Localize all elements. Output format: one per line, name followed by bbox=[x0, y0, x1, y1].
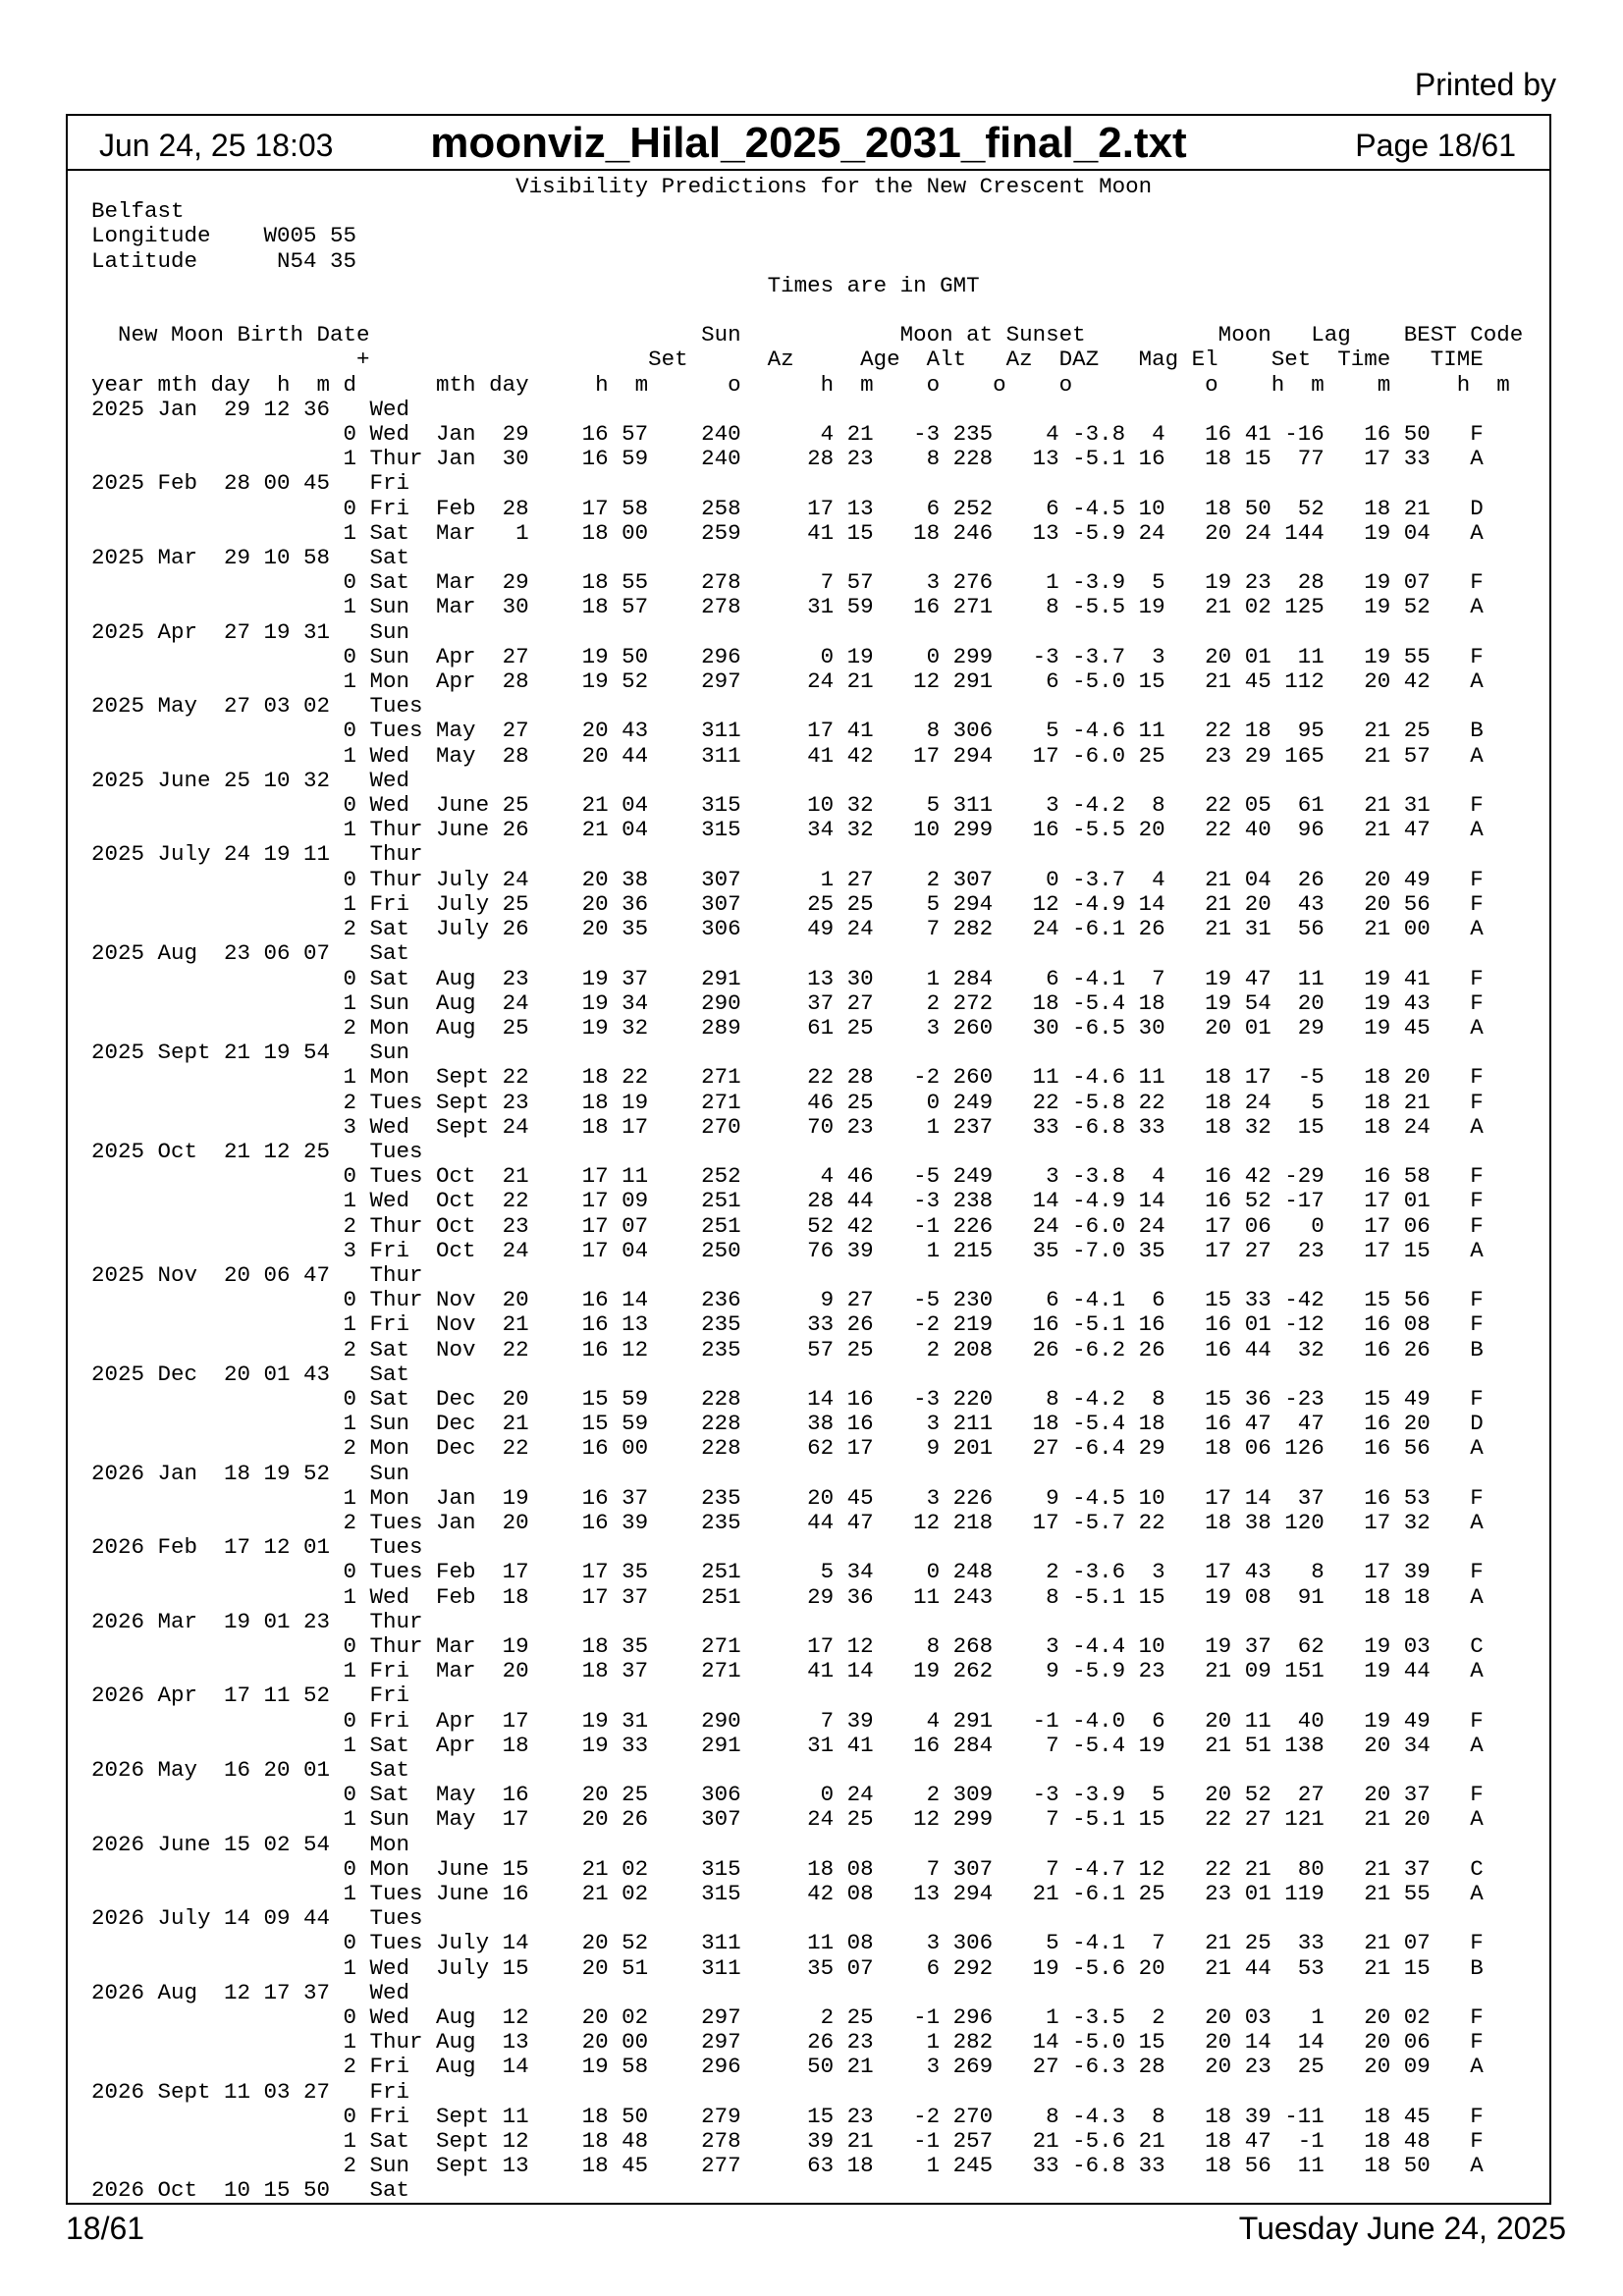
document-line: 1 Wed Oct 22 17 09 251 28 44 -3 238 14 -4.9 14 16 52 -17 17 01 F bbox=[91, 1188, 1484, 1214]
document-line: 2025 Aug 23 06 07 Sat bbox=[91, 940, 410, 967]
document-line: 2025 Apr 27 19 31 Sun bbox=[91, 618, 410, 645]
document-line: 2 Mon Dec 22 16 00 228 62 17 9 201 27 -6.4 29 18 06 126 16 56 A bbox=[91, 1435, 1484, 1462]
document-line: 2 Sun Sept 13 18 45 277 63 18 1 245 33 -6.8 33 18 56 11 18 50 A bbox=[91, 2153, 1484, 2179]
document-line: 2 Sat Nov 22 16 12 235 57 25 2 208 26 -6.2 26 16 44 32 16 26 B bbox=[91, 1336, 1484, 1362]
document-line: 2026 June 15 02 54 Mon bbox=[91, 1831, 410, 1857]
document-line: 1 Wed May 28 20 44 311 41 42 17 294 17 -6.0 25 23 29 165 21 57 A bbox=[91, 742, 1484, 769]
document-line: 2 Sat July 26 20 35 306 49 24 7 282 24 -6.1 26 21 31 56 21 00 A bbox=[91, 916, 1484, 942]
document-line: 2026 Sept 11 03 27 Fri bbox=[91, 2078, 410, 2105]
document-line: 2026 Apr 17 11 52 Fri bbox=[91, 1682, 410, 1709]
document-line: Times are in GMT bbox=[91, 272, 980, 298]
footer-date: Tuesday June 24, 2025 bbox=[1238, 2211, 1566, 2246]
document-line: 0 Tues July 14 20 52 311 11 08 3 306 5 -4.1 7 21 25 33 21 07 F bbox=[91, 1930, 1484, 1956]
document-line: 0 Fri Feb 28 17 58 258 17 13 6 252 6 -4.5 10 18 50 52 18 21 D bbox=[91, 495, 1484, 521]
document-line: 2025 July 24 19 11 Thur bbox=[91, 841, 423, 868]
document-line: 1 Thur June 26 21 04 315 34 32 10 299 16 -5.5 20 22 40 96 21 47 A bbox=[91, 817, 1484, 843]
document-line: New Moon Birth Date Sun Moon at Sunset Moon Lag BEST Code bbox=[91, 322, 1524, 348]
document-line: 2 Tues Jan 20 16 39 235 44 47 12 218 17 -5.7 22 18 38 120 17 32 A bbox=[91, 1509, 1484, 1535]
document-line: 2025 May 27 03 02 Tues bbox=[91, 693, 423, 720]
document-line: 1 Sun Dec 21 15 59 228 38 16 3 211 18 -5.4 18 16 47 47 16 20 D bbox=[91, 1411, 1484, 1437]
document-line: 1 Thur Jan 30 16 59 240 28 23 8 228 13 -5.1 16 18 15 77 17 33 A bbox=[91, 446, 1484, 472]
document-line: 3 Wed Sept 24 18 17 270 70 23 1 237 33 -6.8 33 18 32 15 18 24 A bbox=[91, 1113, 1484, 1140]
document-line: 1 Sun Aug 24 19 34 290 37 27 2 272 18 -5.4 18 19 54 20 19 43 F bbox=[91, 989, 1484, 1016]
document-body bbox=[91, 175, 1523, 2204]
document-line: 1 Sat Apr 18 19 33 291 31 41 16 284 7 -5.4 19 21 51 138 20 34 A bbox=[91, 1732, 1484, 1758]
document-line: 0 Tues Feb 17 17 35 251 5 34 0 248 2 -3.6 3 17 43 8 17 39 F bbox=[91, 1559, 1484, 1585]
document-line: 2025 Mar 29 10 58 Sat bbox=[91, 545, 410, 571]
document-line: 0 Sat Dec 20 15 59 228 14 16 -3 220 8 -4.2 8 15 36 -23 15 49 F bbox=[91, 1385, 1484, 1412]
document-line: 0 Fri Sept 11 18 50 279 15 23 -2 270 8 -4.3 8 18 39 -11 18 45 F bbox=[91, 2103, 1484, 2129]
document-line: 0 Tues May 27 20 43 311 17 41 8 306 5 -4.6 11 22 18 95 21 25 B bbox=[91, 718, 1484, 744]
document-line: Belfast bbox=[91, 198, 185, 225]
file-name: moonviz_Hilal_2025_2031_final_2.txt bbox=[430, 119, 1187, 167]
document-line: 2026 Aug 12 17 37 Wed bbox=[91, 1979, 410, 2005]
footer-page-count: 18/61 bbox=[66, 2211, 145, 2246]
document-line: 2026 Jan 18 19 52 Sun bbox=[91, 1460, 410, 1486]
document-line: 1 Mon Jan 19 16 37 235 20 45 3 226 9 -4.5 10 17 14 37 16 53 F bbox=[91, 1484, 1484, 1511]
document-line: 1 Sun May 17 20 26 307 24 25 12 299 7 -5.1 15 22 27 121 21 20 A bbox=[91, 1806, 1484, 1833]
document-line: 2025 Sept 21 19 54 Sun bbox=[91, 1040, 410, 1066]
document-line: 0 Sat Aug 23 19 37 291 13 30 1 284 6 -4.1 7 19 47 11 19 41 F bbox=[91, 965, 1484, 991]
document-line: 0 Wed Aug 12 20 02 297 2 25 -1 296 1 -3.5 2 20 03 1 20 02 F bbox=[91, 2004, 1484, 2031]
document-line: 0 Thur Mar 19 18 35 271 17 12 8 268 3 -4.4 10 19 37 62 19 03 C bbox=[91, 1632, 1484, 1659]
document-line: Latitude N54 35 bbox=[91, 247, 357, 274]
document-line: 0 Thur July 24 20 38 307 1 27 2 307 0 -3.7 4 21 04 26 20 49 F bbox=[91, 866, 1484, 892]
document-line: 2026 July 14 09 44 Tues bbox=[91, 1905, 423, 1932]
document-line: 0 Thur Nov 20 16 14 236 9 27 -5 230 6 -4.1 6 15 33 -42 15 56 F bbox=[91, 1287, 1484, 1313]
document-line: 0 Sat Mar 29 18 55 278 7 57 3 276 1 -3.9 5 19 23 28 19 07 F bbox=[91, 569, 1484, 596]
document-line: 0 Sat May 16 20 25 306 0 24 2 309 -3 -3.9 5 20 52 27 20 37 F bbox=[91, 1782, 1484, 1808]
document-line: 2 Mon Aug 25 19 32 289 61 25 3 260 30 -6.5 30 20 01 29 19 45 A bbox=[91, 1014, 1484, 1041]
document-line: 1 Mon Apr 28 19 52 297 24 21 12 291 6 -5.0 15 21 45 112 20 42 A bbox=[91, 668, 1484, 695]
document-line: 2025 Feb 28 00 45 Fri bbox=[91, 470, 410, 497]
document-line: 2 Fri Aug 14 19 58 296 50 21 3 269 27 -6.3 28 20 23 25 20 09 A bbox=[91, 2054, 1484, 2080]
page-number: Page 18/61 bbox=[1355, 128, 1516, 163]
document-line: 2025 Dec 20 01 43 Sat bbox=[91, 1361, 410, 1387]
document-line: 1 Thur Aug 13 20 00 297 26 23 1 282 14 -5.0 15 20 14 14 20 06 F bbox=[91, 2029, 1484, 2056]
document-line: 1 Fri July 25 20 36 307 25 25 5 294 12 -4.9 14 21 20 43 20 56 F bbox=[91, 890, 1484, 917]
document-line: 2025 Jan 29 12 36 Wed bbox=[91, 396, 410, 422]
document-line: 1 Mon Sept 22 18 22 271 22 28 -2 260 11 -4.6 11 18 17 -5 18 20 F bbox=[91, 1064, 1484, 1091]
document-line: 3 Fri Oct 24 17 04 250 76 39 1 215 35 -7.0 35 17 27 23 17 15 A bbox=[91, 1237, 1484, 1263]
document-line: 2025 Nov 20 06 47 Thur bbox=[91, 1261, 423, 1288]
document-line: 0 Sun Apr 27 19 50 296 0 19 0 299 -3 -3.7 3 20 01 11 19 55 F bbox=[91, 643, 1484, 669]
document-line: 1 Sun Mar 30 18 57 278 31 59 16 271 8 -5.5 19 21 02 125 19 52 A bbox=[91, 594, 1484, 620]
document-line: 2025 Oct 21 12 25 Tues bbox=[91, 1138, 423, 1164]
document-line: 1 Tues June 16 21 02 315 42 08 13 294 21 -6.1 25 23 01 119 21 55 A bbox=[91, 1881, 1484, 1907]
document-line: year mth day h m d mth day h m o h m o o o o h m m h m bbox=[91, 371, 1510, 398]
document-line: 0 Fri Apr 17 19 31 290 7 39 4 291 -1 -4.0 6 20 11 40 19 49 F bbox=[91, 1707, 1484, 1734]
document-line: 0 Mon June 15 21 02 315 18 08 7 307 7 -4.7 12 22 21 80 21 37 C bbox=[91, 1855, 1484, 1882]
document-line: 0 Tues Oct 21 17 11 252 4 46 -5 249 3 -3.8 4 16 42 -29 16 58 F bbox=[91, 1163, 1484, 1190]
document-line: 2026 May 16 20 01 Sat bbox=[91, 1757, 410, 1783]
document-line: Longitude W005 55 bbox=[91, 223, 357, 249]
document-line: Visibility Predictions for the New Crescent Moon bbox=[91, 174, 1153, 199]
document-line: 1 Fri Mar 20 18 37 271 41 14 19 262 9 -5.9 23 21 09 151 19 44 A bbox=[91, 1658, 1484, 1684]
document-line: 2 Thur Oct 23 17 07 251 52 42 -1 226 24 -6.0 24 17 06 0 17 06 F bbox=[91, 1212, 1484, 1239]
document-line: 2025 June 25 10 32 Wed bbox=[91, 767, 410, 793]
document-line: 2026 Mar 19 01 23 Thur bbox=[91, 1608, 423, 1634]
print-date: Jun 24, 25 18:03 bbox=[99, 128, 334, 163]
page-header bbox=[68, 116, 1549, 171]
document-line: 1 Fri Nov 21 16 13 235 33 26 -2 219 16 -5.1 16 16 01 -12 16 08 F bbox=[91, 1311, 1484, 1338]
printed-by-label: Printed by bbox=[1414, 67, 1556, 102]
document-line: + Set Az Age Alt Az DAZ Mag El Set Time TIME bbox=[91, 347, 1484, 373]
document-line: 2026 Oct 10 15 50 Sat bbox=[91, 2177, 410, 2204]
document-line: 1 Sat Sept 12 18 48 278 39 21 -1 257 21 -5.6 21 18 47 -1 18 48 F bbox=[91, 2128, 1484, 2155]
page-frame bbox=[66, 114, 1551, 2205]
document-line: 1 Wed July 15 20 51 311 35 07 6 292 19 -5.6 20 21 44 53 21 15 B bbox=[91, 1954, 1484, 1981]
document-line: 1 Sat Mar 1 18 00 259 41 15 18 246 13 -5.9 24 20 24 144 19 04 A bbox=[91, 519, 1484, 546]
document-line: 1 Wed Feb 18 17 37 251 29 36 11 243 8 -5.1 15 19 08 91 18 18 A bbox=[91, 1583, 1484, 1610]
document-line: 0 Wed Jan 29 16 57 240 4 21 -3 235 4 -3.8 4 16 41 -16 16 50 F bbox=[91, 421, 1484, 448]
document-line: 0 Wed June 25 21 04 315 10 32 5 311 3 -4.2 8 22 05 61 21 31 F bbox=[91, 792, 1484, 819]
document-line: 2026 Feb 17 12 01 Tues bbox=[91, 1534, 423, 1561]
document-line: 2 Tues Sept 23 18 19 271 46 25 0 249 22 -5.8 22 18 24 5 18 21 F bbox=[91, 1089, 1484, 1115]
